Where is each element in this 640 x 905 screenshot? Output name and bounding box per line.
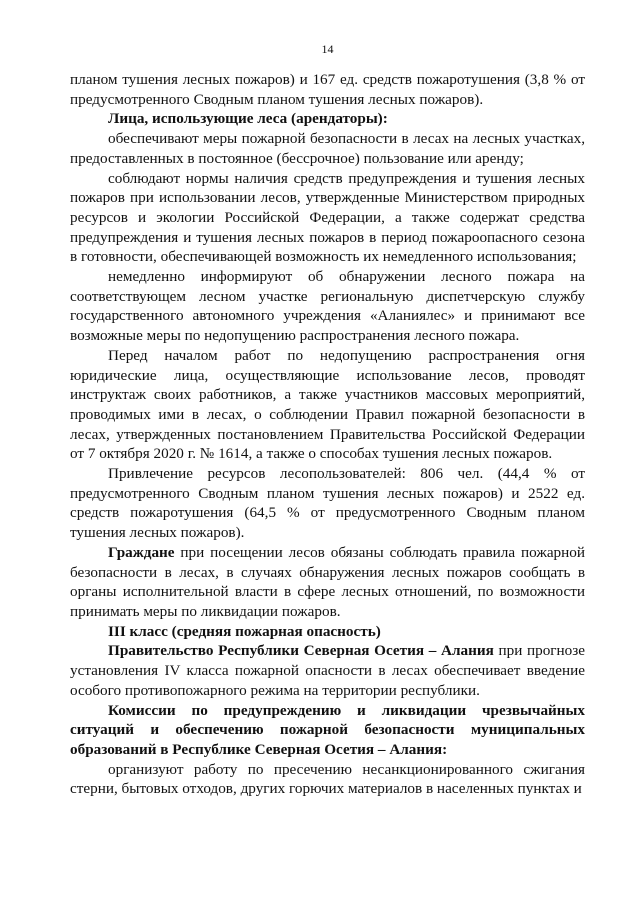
paragraph-commissions-heading: Комиссии по предупреждению и ликвидации чрезвычайных ситуаций и обеспечению пожарной безопасности муниципальных образований в Республике Северная Осетия – Алания:: [70, 701, 585, 758]
page-number: 14: [321, 42, 334, 56]
paragraph-citizens: [70, 543, 585, 622]
paragraph-tenants-duty-3: немедленно информируют об обнаружении лесного пожара на соответствующем лесном участке региональную диспетчерскую службу государственного автономного учреждения «Аланиялес» и принимают все возможные меры по недопущению распространения лесного пожара.: [70, 268, 585, 345]
section-heading: III класс (средняя пожарная опасность): [108, 622, 381, 640]
paragraph-heading-tenants: Лица, использующие леса (арендаторы):: [108, 110, 388, 128]
paragraph-government: [70, 641, 585, 700]
paragraph-tenants-duty-1: обеспечивают меры пожарной безопасности в лесах на лесных участках, предоставленных в постоянное (бессрочное) пользование или аренду;: [70, 130, 585, 167]
paragraph-tenants-duty-2: соблюдают нормы наличия средств предупреждения и тушения лесных пожаров при использовании лесов, утвержденные Министерством природных ресурсов и экологии Российской Федерации, а также содержат средства предупреждения и тушения лесных пожаров в период пожароопасного сезона в готовности, обеспечивающей возможность их немедленного использования;: [70, 169, 585, 266]
citizens-label: Граждане: [108, 543, 175, 561]
document-body: [70, 70, 585, 799]
government-label: Правительство Республики Северная Осетия – Алания: [108, 642, 494, 660]
citizens-text: при посещении лесов обязаны соблюдать правила пожарной безопасности в лесах, в случаях обнаружения лесных пожаров сообщать в органы исполнительной власти в сфере лесных отношений, по возможности принимать меры по ликвидации пожаров.: [70, 543, 585, 620]
paragraph-resources: Привлечение ресурсов лесопользователей: 806 чел. (44,4 % от предусмотренного Сводным планом тушения лесных пожаров) и 2522 ед. средств пожаротушения (64,5 % от предусмотренного Сводным планом тушения лесных пожаров).: [70, 465, 585, 542]
paragraph-continuation: планом тушения лесных пожаров) и 167 ед. средств пожаротушения (3,8 % от предусмотренного Сводным планом тушения лесных пожаров).: [70, 71, 585, 108]
paragraph-commissions-duty: организуют работу по пресечению несанкционированного сжигания стерни, бытовых отходов, других горючих материалов в населенных пунктах и: [70, 760, 585, 798]
government-text: при прогнозе установления IV класса пожарной опасности в лесах обеспечивает введение особого противопожарного режима на территории республики.: [70, 642, 585, 699]
paragraph-instruction: Перед началом работ по недопущению распространения огня юридические лица, осуществляющие использование лесов, проводят инструктаж своих работников, а также участников массовых мероприятий, проводимых ими в лесах, о соблюдении Правил пожарной безопасности в лесах, утвержденных постановлением Правительства Российской Федерации от 7 октября 2020 г. № 1614, а также о способах тушения лесных пожаров.: [70, 346, 585, 463]
